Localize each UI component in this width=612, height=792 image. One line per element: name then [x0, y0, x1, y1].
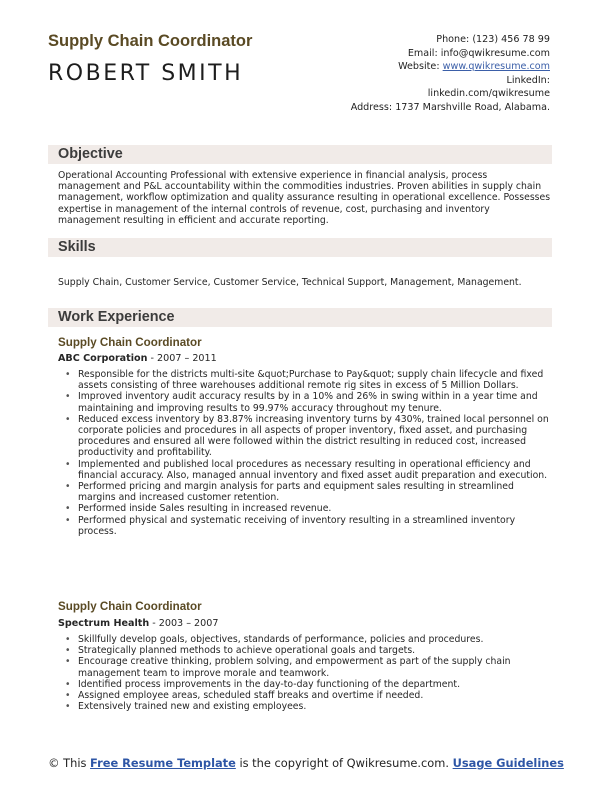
resume-header: [48, 32, 252, 86]
job-2-company: Spectrum Health - 2003 – 2007: [58, 618, 219, 629]
website-link[interactable]: www.qwikresume.com: [442, 61, 550, 73]
list-item: • Performed pricing and margin analysis for parts and equipment sales resulting in streamlined margins and increased customer retention.: [78, 481, 552, 503]
list-item: • Performed physical and systematic receiving of inventory resulting in a streamlined inventory process.: [78, 515, 552, 537]
objective-text: Operational Accounting Professional with extensive experience in financial analysis, process management and P&L accountability within the commodities industries. Proven abilities in supply chain management, workflow optimization and quality assurance resulting in operational excellence. Possesses expertise in management of the internal controls of revenue, cost, purchasing and inventory management resulting in efficient and accurate reporting.: [58, 170, 551, 226]
section-objective: Objective: [48, 145, 552, 164]
list-item: • Responsible for the districts multi-site &quot;Purchase to Pay&quot; supply chain lifecycle and fixed assets consisting of three warehouses additional remote rig sites in excess of 5 Million Dollars.: [78, 369, 552, 391]
list-item: • Reduced excess inventory by 83.87% increasing inventory turns by 430%, trained local personnel on corporate policies and procedures in all aspects of proper inventory, fixed asset, and purchasing procedures and ensured all were followed within the district resulting in reduced cost, increased productivity and profitability.: [78, 414, 552, 459]
section-skills: Skills: [48, 238, 552, 257]
list-item: • Assigned employee areas, scheduled staff breaks and overtime if needed.: [78, 690, 552, 701]
contact-block: [290, 33, 550, 115]
job-1-title: Supply Chain Coordinator: [58, 336, 202, 349]
skills-text: Supply Chain, Customer Service, Customer Service, Technical Support, Management, Management.: [58, 277, 522, 288]
contact-website: Website: www.qwikresume.com: [398, 61, 550, 73]
contact-email: Email: info@qwikresume.com: [407, 47, 550, 59]
contact-address: Address: 1737 Marshville Road, Alabama.: [350, 101, 550, 113]
list-item: • Performed inside Sales resulting in increased revenue.: [78, 503, 552, 514]
list-item: • Encourage creative thinking, problem solving, and empowerment as part of the supply chain management team to improve morale and teamwork.: [78, 656, 552, 678]
usage-guidelines-link[interactable]: Usage Guidelines: [452, 756, 564, 770]
list-item: • Skillfully develop goals, objectives, standards of performance, policies and procedures.: [78, 634, 552, 645]
list-item: • Implemented and published local procedures as necessary resulting in operational efficiency and financial accuracy. Also, managed annual inventory and fixed asset audit preparation and execution.: [78, 459, 552, 481]
free-resume-template-link[interactable]: Free Resume Template: [90, 756, 236, 770]
list-item: • Strategically planned methods to achieve operational goals and targets.: [78, 645, 552, 656]
job-2-title: Supply Chain Coordinator: [58, 600, 202, 613]
contact-linkedin-label: LinkedIn:: [506, 74, 550, 86]
contact-linkedin: linkedin.com/qwikresume: [427, 88, 550, 100]
candidate-name: ROBERT SMITH: [48, 61, 244, 86]
job-title: Supply Chain Coordinator: [48, 32, 253, 50]
list-item: • Identified process improvements in the day-to-day functioning of the department.: [78, 679, 552, 690]
list-item: • Improved inventory audit accuracy results by in a 10% and 26% in swing within in a year time and maintaining and improving results to 99.97% accuracy throughout my tenure.: [78, 391, 552, 413]
contact-phone: Phone: (123) 456 78 99: [436, 34, 550, 45]
footer: © This Free Resume Template is the copyright of Qwikresume.com. Usage Guidelines: [48, 756, 564, 770]
section-work-experience: Work Experience: [48, 308, 552, 327]
job-1-company: ABC Corporation - 2007 – 2011: [58, 353, 217, 364]
job-2-bullets: [58, 634, 552, 712]
job-1-bullets: [58, 369, 552, 537]
list-item: • Extensively trained new and existing employees.: [78, 701, 552, 712]
